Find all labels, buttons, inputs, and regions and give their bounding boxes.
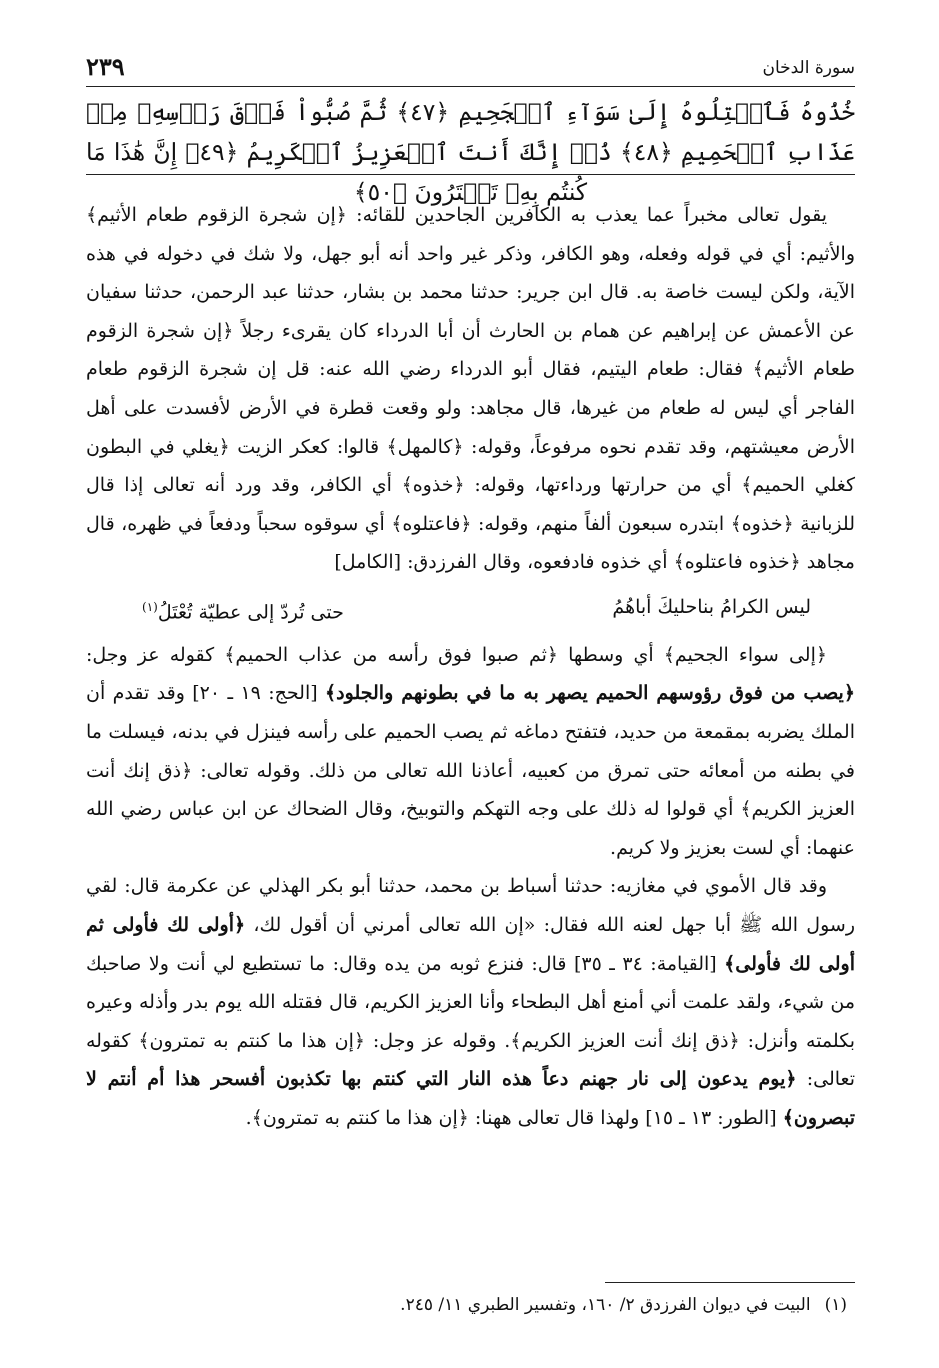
page-number: ٢٣٩ (86, 52, 125, 81)
p2-bold-quote: ﴿يصب من فوق رؤوسهم الحميم يصهر به ما في بطونهم والجلود﴾ (325, 682, 855, 705)
poem-hemistich-left (142, 588, 344, 632)
quran-verse-block: خُذُوهُ فَٱعۡتِلُوهُ إِلَىٰ سَوَآءِ ٱلۡجَحِيمِ ﴿٤٧﴾ ثُمَّ صُبُّواْ فَوۡقَ رَأۡسِهِۦ مِنۡ عَذَابِ ٱلۡحَمِيمِ ﴿٤٨﴾ ذُقۡ إِنَّكَ أَنتَ ٱلۡعَزِيزُ ٱلۡكَرِيمُ ﴿٤٩﴾ إِنَّ هَٰذَا مَا كُنتُم بِهِۦ تَمۡتَرُونَ ﴿٥٠﴾ (86, 92, 855, 175)
p3-text-a: وقد قال الأموي في مغازيه: حدثنا أسباط بن محمد، حدثنا أبو بكر الهذلي عن عكرمة قال: لقي رسول الله ﷺ أبا جهل لعنه الله فقال: «إن الله تعالى أمرني أن أقول لك، (86, 875, 855, 937)
poetry-verse (86, 588, 855, 632)
paragraph-1: يقول تعالى مخبراً عما يعذب به الكافرين الجاحدين للقائه: ﴿إن شجرة الزقوم طعام الأثيم﴾ والأثيم: أي في قوله وفعله، وهو الكافر، وذكر غير واحد أنه أبو جهل، ولا شك في دخوله في هذه الآية، ولكن ليست خاصة به. قال ابن جرير: حدثنا محمد بن بشار، حدثنا عبد الرحمن، حدثنا سفيان عن الأعمش عن إبراهيم عن همام بن الحارث أن أبا الدرداء كان يقرىء رجلاً ﴿إن شجرة الزقوم طعام الأثيم﴾ فقال: طعام اليتيم، فقال أبو الدرداء رضي الله عنه: قل إن شجرة الزقوم طعام الفاجر أي ليس له طعام من غيرها، قال مجاهد: ولو وقعت قطرة في الأرض لأفسدت على أهل الأرض معيشتهم، وقد تقدم نحوه مرفوعاً، وقوله: ﴿كالمهل﴾ قالوا: كعكر الزيت ﴿يغلي في البطون كغلي الحميم﴾ أي من حرارتها ورداءتها، وقوله: ﴿خذوه﴾ أي الكافر، وقد ورد أنه تعالى إذا قال للزبانية ﴿خذوه﴾ ابتدره سبعون ألفاً منهم، وقوله: ﴿فاعتلوه﴾ أي سوقوه سحباً ودفعاً في ظهره، قال مجاهد ﴿خذوه فاعتلوه﴾ أي خذوه فادفعوه، وقال الفرزدق: [الكامل] (86, 204, 855, 574)
p3-bold-quote-1: ﴿أولى لك فأولى ثم أولى لك فأولى﴾ (86, 914, 855, 975)
paragraph-3 (86, 867, 855, 1137)
surah-name: سورة الدخان (762, 58, 855, 78)
footnote-text: البيت في ديوان الفرزدق ٢/ ١٦٠، وتفسير الطبري ١١/ ٢٤٥. (400, 1295, 811, 1315)
footnote-ref: (١) (142, 599, 158, 614)
footnote-divider (605, 1282, 855, 1283)
poem-hemistich-right: ليس الكرامُ بناحليكَ أباهُمُ (612, 595, 811, 618)
poem-left-text: حتى تُردّ إلى عطيّة تُعْتَلُ (157, 601, 344, 624)
paragraph-2 (86, 636, 855, 868)
p2-text-a: ﴿إلى سواء الجحيم﴾ أي وسطها ﴿ثم صبوا فوق رأسه من عذاب الحميم﴾ كقوله عز وجل: (86, 643, 827, 666)
p2-text-c: [الحج: ١٩ ـ ٢٠] وقد تقدم أن الملك يضربه بمقمعة من حديد، فتفتح دماغه ثم يصب الحميم على رأسه فينزل في بدنه، فيسلت ما في بطنه من أمعائه حتى تمرق من كعبيه، أعاذنا الله تعالى من ذلك. وقوله تعالى: ﴿ذق إنك أنت العزيز الكريم﴾ أي قولوا له ذلك على وجه التهكم والتوبيخ، وقال الضحاك عن ابن عباس رضي الله عنهما: أي لست بعزيز ولا كريم. (86, 682, 855, 859)
page-header (86, 52, 855, 87)
footnote (86, 1290, 847, 1320)
p3-text-c: [القيامة: ٣٤ ـ ٣٥] قال: فنزع ثوبه من يده وقال: ما تستطيع لي أنت ولا صاحبك من شيء، ولقد علمت أني أمنع أهل البطحاء وأنا العزيز الكريم، قال فقتله الله يوم بدر وأذله وعيره بكلمته وأنزل: ﴿ذق إنك أنت العزيز الكريم﴾. وقوله عز وجل: ﴿إن هذا ما كنتم به تمترون﴾ كقوله تعالى: (86, 952, 856, 1091)
p3-text-e: [الطور: ١٣ ـ ١٥] ولهذا قال تعالى ههنا: ﴿إن هذا ما كنتم به تمترون﴾. (245, 1106, 783, 1129)
p3-bold-quote-2: ﴿يوم يدعون إلى نار جهنم دعاً هذه النار التي كنتم بها تكذبون أفسحر هذا أم أنتم لا تبصرون﴾ (86, 1068, 855, 1129)
commentary-body (86, 196, 855, 1138)
footnote-number: (١) (824, 1295, 847, 1315)
